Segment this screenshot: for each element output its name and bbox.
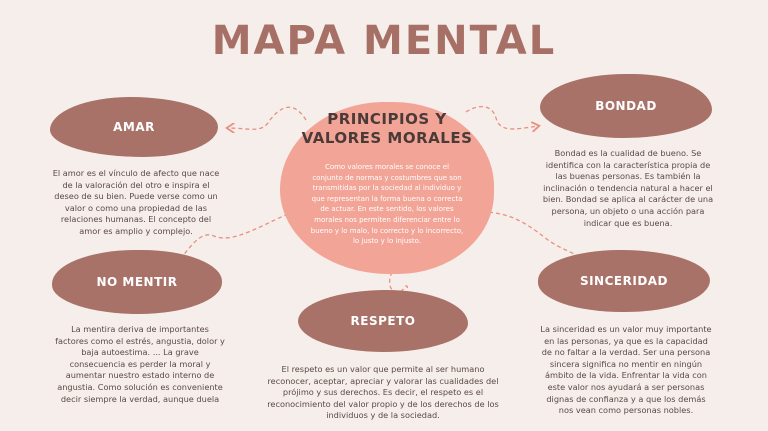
central-node-text: Como valores morales se conoce el conjunto de normas y costumbres que son transmitidas por la sociedad al individuo y que representan la forma buena o correcta de actuar. En este sentido, los valores morales nos permiten diferenciar entre lo bueno y lo malo, lo correcto y lo incorrecto, lo justo y lo injusto. (310, 163, 464, 246)
node-no-mentir (52, 250, 222, 314)
node-bondad-text: Bondad es la cualidad de bueno. Se identifica con la característica propia de las buenas personas. Es también la inclinación o tendencia natural a hacer el bien. Bondad se aplica al carácter de una persona, un objeto o una acción para indicar que es buena. (542, 148, 714, 228)
node-bondad-label: BONDAD (595, 99, 657, 113)
node-sinceridad-label: SINCERIDAD (579, 274, 669, 288)
page-title: MAPA MENTAL (211, 18, 557, 64)
node-amar (50, 97, 218, 157)
node-amar-text: El amor es el vínculo de afecto que nace de la valoración del otro e inspira el deseo de su bien. Puede verse como un valor o como una propiedad de las relaciones humanas. El concepto del amor es amplio y complejo. (52, 168, 220, 236)
node-bondad (540, 74, 712, 138)
node-no-mentir-text: La mentira deriva de importantes factores como el estrés, angustia, dolor y baja autoestima. ... La grave consecuencia es perder la moral y aumentar nuestro estado interno de angustia. Como solución es conveniente decir siempre la verdad, aunque duela (55, 324, 225, 404)
node-sinceridad (538, 250, 710, 312)
central-node-title (280, 110, 494, 148)
node-respeto-text: El respeto es un valor que permite al ser humano reconocer, aceptar, apreciar y valorar las cualidades del prójimo y sus derechos. Es decir, el respeto es el reconocimiento del valor propio y de los derechos de los individuos y de la sociedad. (267, 364, 499, 421)
node-sinceridad-text: La sinceridad es un valor muy importante en las personas, ya que es la capacidad de no faltar a la verdad. Ser una persona sincera significa no mentir en ningún ámbito de la vida. Enfrentar la vida con este valor nos ayudará a ser personas dignas de confianza y a que los demás nos vean como personas nobles. (540, 324, 712, 416)
node-respeto (298, 290, 468, 352)
central-title-line-1: PRINCIPIOS Y (327, 110, 447, 128)
node-respeto-label: RESPETO (350, 314, 416, 328)
central-title-line-2: VALORES MORALES (301, 129, 473, 147)
node-no-mentir-label: NO MENTIR (96, 275, 178, 289)
node-amar-label: AMAR (113, 120, 155, 134)
